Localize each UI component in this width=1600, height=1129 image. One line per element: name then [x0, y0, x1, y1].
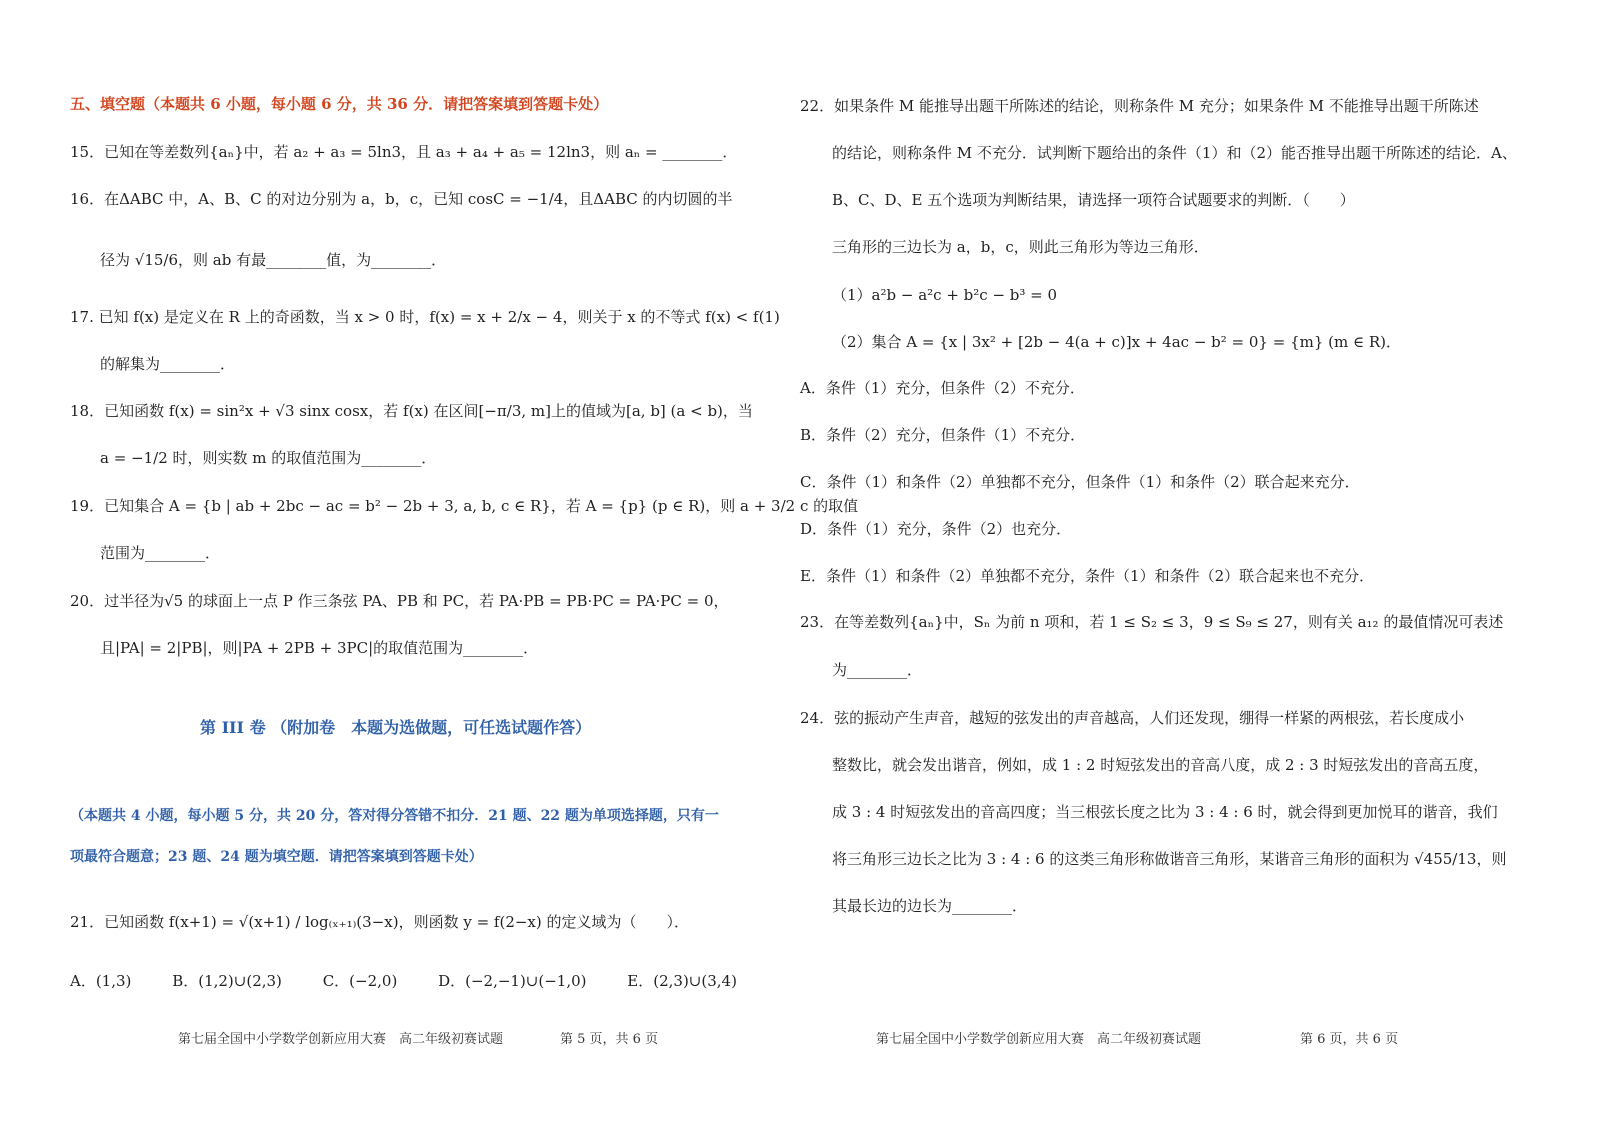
- question-21: 21．已知函数 f(x+1) = √(x+1) / log₍ₓ₊₁₎(3−x)，则函数 y = f(2−x) 的定义域为（ ）．: [70, 913, 690, 931]
- question-16-line-2: 径为 √15/6，则 ab 有最________值，为________．: [100, 251, 447, 269]
- question-20-line-1: 20．过半径为√5 的球面上一点 P 作三条弦 PA、PB 和 PC，若 PA·PB = PB·PC = PA·PC = 0，: [70, 592, 729, 610]
- question-22-condition-1: （1）a²b − a²c + b²c − b³ = 0: [832, 286, 1058, 304]
- right-page: [800, 0, 1600, 1129]
- question-17-line-1: 17. 已知 f(x) 是定义在 R 上的奇函数，当 x > 0 时，f(x) = x + 2/x − 4，则关于 x 的不等式 f(x) < f(1): [70, 308, 780, 326]
- option-e: E．(2,3)∪(3,4): [627, 972, 737, 990]
- footer-page-number: 第 6 页，共 6 页: [1300, 1032, 1399, 1047]
- question-21-options: [70, 969, 737, 993]
- question-22-option-b: B．条件（2）充分，但条件（1）不充分．: [800, 426, 1086, 444]
- option-d: D．(−2,−1)∪(−1,0): [438, 972, 587, 990]
- question-24-line-2: 整数比，就会发出谐音，例如，成 1 : 2 时短弦发出的音高八度，成 2 : 3 时短弦发出的音高五度，: [832, 756, 1489, 774]
- volume-3-note-line-1: （本题共 4 小题，每小题 5 分，共 20 分，答对得分答错不扣分．21 题、22 题为单项选择题，只有一: [70, 808, 719, 824]
- volume-3-note-line-2: 项最符合题意；23 题、24 题为填空题．请把答案填到答题卡处）: [70, 849, 483, 865]
- question-15: 15．已知在等差数列{aₙ}中，若 a₂ + a₃ = 5ln3，且 a₃ + a₄ + a₅ = 12ln3，则 aₙ = ________．: [70, 143, 738, 161]
- question-24-line-3: 成 3 : 4 时短弦发出的音高四度；当三根弦长度之比为 3 : 4 : 6 时，就会得到更加悦耳的谐音，我们: [832, 803, 1498, 821]
- question-24-line-5: 其最长边的边长为________．: [832, 897, 1028, 915]
- option-b: B．(1,2)∪(2,3): [172, 972, 282, 990]
- question-23-line-2: 为________．: [832, 661, 923, 679]
- question-23-line-1: 23．在等差数列{aₙ}中，Sₙ 为前 n 项和，若 1 ≤ S₂ ≤ 3，9 ≤ S₉ ≤ 27，则有关 a₁₂ 的最值情况可表述: [800, 613, 1504, 631]
- question-17-line-2: 的解集为________．: [100, 355, 236, 373]
- volume-3-heading: 第 III 卷 （附加卷 本题为选做题，可任选试题作答）: [200, 718, 592, 737]
- section-heading: 五、填空题（本题共 6 小题，每小题 6 分，共 36 分．请把答案填到答题卡处）: [70, 95, 609, 113]
- question-16-line-1: 16．在ΔABC 中，A、B、C 的对边分别为 a，b，c，已知 cosC = −1/4，且ΔABC 的内切圆的半: [70, 190, 733, 208]
- question-22-line-3: B、C、D、E 五个选项为判断结果，请选择一项符合试题要求的判断．（ ）: [832, 191, 1355, 209]
- footer-page-number: 第 5 页，共 6 页: [560, 1032, 659, 1047]
- question-19-line-2: 范围为________．: [100, 544, 221, 562]
- question-24-line-4: 将三角形三边长之比为 3 : 4 : 6 的这类三角形称做谐音三角形，某谐音三角形的面积为 √455/13，则: [832, 850, 1507, 868]
- option-c: C．(−2,0): [322, 972, 398, 990]
- question-22-option-d: D．条件（1）充分，条件（2）也充分．: [800, 520, 1072, 538]
- question-22-line-1: 22．如果条件 M 能推导出题干所陈述的结论，则称条件 M 充分；如果条件 M 不能推导出题干所陈述: [800, 97, 1479, 115]
- question-20-line-2: 且|PA| = 2|PB|，则|PA + 2PB + 3PC|的取值范围为________．: [100, 639, 539, 657]
- question-18-line-2: a = −1/2 时，则实数 m 的取值范围为________．: [100, 449, 437, 467]
- option-a: A．(1,3): [70, 972, 132, 990]
- question-22-option-a: A．条件（1）充分，但条件（2）不充分．: [800, 379, 1085, 397]
- question-22-option-e: E．条件（1）和条件（2）单独都不充分，条件（1）和条件（2）联合起来也不充分．: [800, 567, 1375, 585]
- question-24-line-1: 24．弦的振动产生声音，越短的弦发出的声音越高，人们还发现，绷得一样紧的两根弦，若长度成小: [800, 709, 1465, 727]
- footer-title: 第七届全国中小学数学创新应用大赛 高二年级初赛试题: [178, 1032, 504, 1047]
- question-19-line-1: 19．已知集合 A = {b | ab + 2bc − ac = b² − 2b + 3, a, b, c ∈ R}，若 A = {p} (p ∈ R)，则 a + 3/2 c 的取值: [70, 497, 859, 515]
- question-18-line-1: 18．已知函数 f(x) = sin²x + √3 sinx cosx，若 f(x) 在区间[−π/3, m]上的值域为[a, b] (a < b)，当: [70, 402, 753, 420]
- question-22-condition-2: （2）集合 A = {x | 3x² + [2b − 4(a + c)]x + 4ac − b² = 0} = {m} (m ∈ R)．: [832, 333, 1402, 351]
- question-22-option-c: C．条件（1）和条件（2）单独都不充分，但条件（1）和条件（2）联合起来充分．: [800, 473, 1360, 491]
- question-22-line-2: 的结论，则称条件 M 不充分．试判断下题给出的条件（1）和（2）能否推导出题干所陈述的结论．A、: [832, 144, 1517, 162]
- footer-title: 第七届全国中小学数学创新应用大赛 高二年级初赛试题: [876, 1032, 1202, 1047]
- question-22-stem: 三角形的三边长为 a，b，c，则此三角形为等边三角形．: [832, 238, 1209, 256]
